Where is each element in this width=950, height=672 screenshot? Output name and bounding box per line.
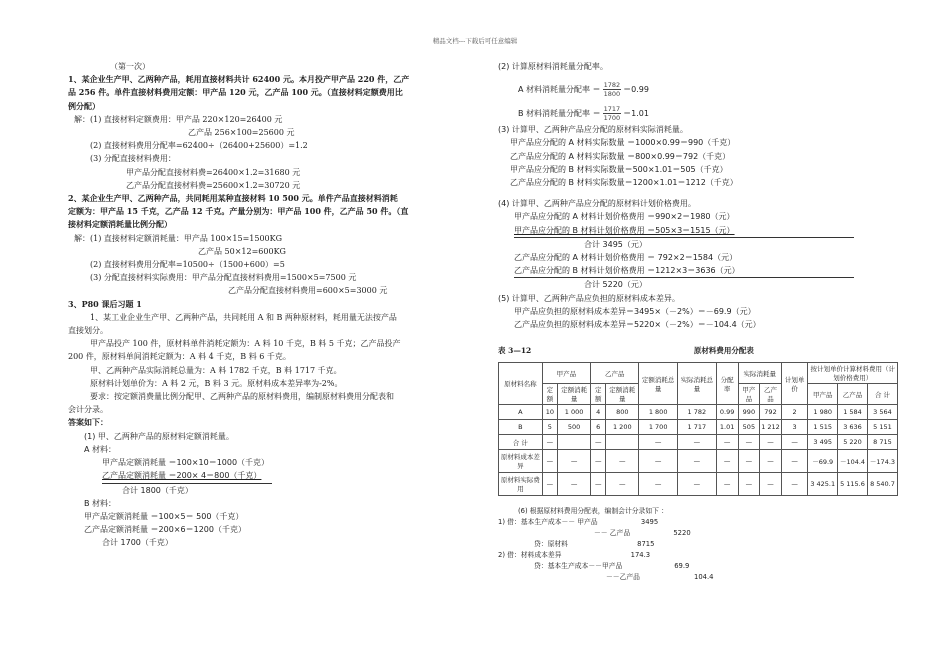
- text-line: 200 件，原材料单间消耗定额为：A 料 4 千克，B 料 6 千克。: [68, 352, 291, 362]
- table-cell: 2: [781, 405, 808, 420]
- line-text: 甲产品应分配的 A 材料计划价格费用 ＝990×2＝1980（元）: [514, 212, 735, 222]
- line-text: 甲产品应分配的 B 材料计划价格费用 ＝505×3＝1515（元）: [514, 225, 735, 235]
- table-cell: —: [738, 473, 760, 496]
- table-cell: —: [760, 435, 782, 450]
- text-line: 要求：按定额消费量比例分配甲、乙两种产品的原材料费用，编制原材料费用分配表和: [90, 392, 394, 402]
- text-line: [498, 163, 898, 176]
- text-line: [498, 264, 898, 277]
- text-line: 甲产品分配直接材料费=26400×1.2=31680 元: [126, 167, 301, 177]
- table-cell: 3 564: [867, 405, 897, 420]
- table-header-cell: 实际消耗量: [738, 363, 781, 384]
- text-line: [498, 60, 898, 73]
- text-line: 例分配）: [68, 100, 100, 111]
- table-cell: 8 715: [867, 435, 897, 450]
- table-cell: —: [639, 473, 678, 496]
- table-cell: B: [499, 420, 543, 435]
- text-line: 乙产品 256×100=25600 元: [188, 128, 295, 138]
- table-cell: —: [781, 435, 808, 450]
- text-line: [498, 210, 898, 223]
- table-cell: 5 115.6: [838, 473, 868, 496]
- line-text: 乙产品应负担的原材料成本差异＝5220×（－2%）＝－104.4（元）: [514, 320, 761, 330]
- table-header-cell: 定额消耗总量: [639, 363, 678, 405]
- text-line: 乙产品 50×12=600KG: [198, 246, 286, 256]
- table-row: [499, 405, 898, 420]
- table-subheader-cell: 甲产品: [738, 384, 760, 405]
- text-line: [498, 292, 898, 305]
- text-line: 合计 1800（千克）: [102, 483, 272, 497]
- table-cell: 5 220: [838, 435, 868, 450]
- table-header-cell: 原材料名称: [499, 363, 543, 405]
- table-cell: 5: [542, 420, 557, 435]
- table-cell: —: [738, 435, 760, 450]
- table-cell: —: [716, 435, 738, 450]
- text-line: [498, 136, 898, 149]
- table-cell: 1.01: [716, 420, 738, 435]
- text-line: 解：(1) 直接材料定额费用：甲产品 220×120=26400 元: [74, 114, 283, 124]
- table-cell: 3 495: [808, 435, 838, 450]
- table-subheader-cell: 定额: [591, 384, 606, 405]
- table-cell: 1 700: [639, 420, 678, 435]
- table-row: [499, 435, 898, 450]
- table-cell: 原材料实际费用: [499, 473, 543, 496]
- line-text: A 材料消耗量分配率 ＝: [518, 85, 601, 95]
- text-line: 甲产品定额消耗量 ＝100×10＝1000（千克）: [102, 458, 270, 468]
- table-subheader-cell: 合 计: [867, 384, 897, 405]
- text-line: 答案如下：: [68, 417, 108, 428]
- table-cell: —: [591, 435, 606, 450]
- table-cell: —: [760, 450, 782, 473]
- table-row: [499, 450, 898, 473]
- text-line: B 材料：: [84, 498, 117, 508]
- text-line: 直接划分。: [68, 326, 108, 336]
- table-cell: —: [542, 450, 557, 473]
- text-line: 甲产品定额消耗量 ＝100×5＝ 500（千克）: [84, 511, 244, 521]
- text-line: [498, 318, 898, 331]
- fraction: [603, 81, 622, 98]
- table-cell: 6: [591, 420, 606, 435]
- table-cell: —: [558, 450, 591, 473]
- line-text: 甲产品应负担的原材料成本差异＝3495×（－2%）＝－69.9（元）: [514, 306, 756, 316]
- table-cell: 0.99: [716, 405, 738, 420]
- text-line: (2) 直接材料费用分配率=10500÷（1500+600）=5: [90, 260, 285, 270]
- table-cell: 1 800: [639, 405, 678, 420]
- table-cell: —: [760, 473, 782, 496]
- table-cell: 990: [738, 405, 760, 420]
- text-line: [498, 105, 898, 123]
- table-cell: —: [558, 473, 591, 496]
- table-cell: —: [738, 450, 760, 473]
- table-subheader-cell: 定额消耗量: [606, 384, 639, 405]
- fraction-result: ＝0.99: [623, 85, 649, 95]
- table-caption: 表 3—12: [498, 346, 532, 356]
- entry-line: 2) 借：材料成本差异 174.3: [498, 551, 651, 560]
- line-text: 乙产品应分配的 A 材料实际数量 ＝800×0.99＝792（千克）: [510, 151, 731, 161]
- table-row: [499, 420, 898, 435]
- table-cell: 1 584: [838, 405, 868, 420]
- table-row: [499, 473, 898, 496]
- table-cell: 500: [558, 420, 591, 435]
- text-line: A 材料：: [84, 444, 117, 454]
- line-text: (5) 计算甲、乙两种产品应负担的原材料成本差异。: [498, 293, 680, 303]
- text-line: 乙产品分配直接材料费用=600×5=3000 元: [228, 286, 388, 296]
- table-cell: —: [591, 473, 606, 496]
- table-cell: 505: [738, 420, 760, 435]
- table-cell: 1 782: [678, 405, 717, 420]
- table-cell: 1 200: [606, 420, 639, 435]
- table-cell: —: [606, 473, 639, 496]
- table-cell: —: [639, 450, 678, 473]
- fraction-result: ＝1.01: [623, 109, 649, 119]
- table-cell: －174.3: [867, 450, 897, 473]
- table-header-cell: 计划单价: [781, 363, 808, 405]
- text-line: (1) 甲、乙两种产品的原材料定额消耗量。: [84, 431, 234, 441]
- table-subheader-cell: 定额: [542, 384, 557, 405]
- text-line: [498, 123, 898, 136]
- text-line: 甲产品投产 100 件，原材料单件消耗定额为：A 料 10 千克，B 料 5 千克；乙产品投产: [90, 339, 401, 349]
- fraction-numerator: 1717: [603, 105, 621, 114]
- text-line: [498, 224, 898, 237]
- text-line: 3、P80 课后习题 1: [68, 298, 142, 309]
- line-text: 乙产品应分配的 B 材料计划价格费用 ＝1212×3＝3636（元）: [514, 266, 740, 276]
- page-header: 精品文档---下载后可任意编辑: [432, 37, 518, 45]
- text-line: (2) 直接材料费用分配率=62400÷（26400+25600）=1.2: [90, 141, 308, 151]
- table-cell: 原材料成本差异: [499, 450, 543, 473]
- entry-line: －－乙产品 104.4: [606, 573, 714, 582]
- table-cell: —: [678, 450, 717, 473]
- text-line: 乙产品定额消耗量 ＝200× 4＝800（千克）: [102, 471, 262, 481]
- text-line: [498, 197, 898, 210]
- table-subheader-cell: 乙产品: [760, 384, 782, 405]
- text-line: 2、某企业生产甲、乙两种产品，共同耗用某种直接材料 10 500 元。单件产品直接材料消耗: [68, 193, 398, 204]
- table-header-cell: 分配率: [716, 363, 738, 405]
- table-cell: 1 515: [808, 420, 838, 435]
- line-text: (3) 计算甲、乙两种产品应分配的原材料实际消耗量。: [498, 125, 688, 135]
- table-cell: 1 980: [808, 405, 838, 420]
- text-line: (3) 分配直接材料实际费用：甲产品分配直接材料费用=1500×5=7500 元: [90, 273, 357, 283]
- entry-line: －－ 乙产品 5220: [594, 529, 691, 538]
- text-line: 定额为：甲产品 15 千克，乙产品 12 千克。产量分别为：甲产品 100 件，乙产品 50 件。（直: [68, 206, 409, 217]
- table-cell: A: [499, 405, 543, 420]
- entry-line: (6) 根据原材料费用分配表，编制会计分录如下 ：: [518, 507, 668, 516]
- right-text: [498, 60, 898, 331]
- table-header-cell: 按计划单价计算材料费用（计划价格费用）: [808, 363, 898, 384]
- table-cell: 1 000: [558, 405, 591, 420]
- material-cost-table: [498, 362, 898, 496]
- table-cell: —: [542, 473, 557, 496]
- table-header-row: [499, 363, 898, 384]
- line-text: B 材料消耗量分配率 ＝: [518, 109, 601, 119]
- line-text: 乙产品应分配的 A 材料计划价格费用 ＝ 792×2＝1584（元）: [514, 253, 738, 263]
- text-line: 乙产品分配直接材料费=25600×1.2=30720 元: [126, 180, 301, 190]
- text-line: [514, 237, 854, 251]
- table-cell: 3 636: [838, 420, 868, 435]
- table-cell: －104.4: [838, 450, 868, 473]
- table-cell: —: [716, 450, 738, 473]
- line-text: 合计 5220（元）: [584, 280, 647, 290]
- entry-line: 贷：基本生产成本－－甲产品 69.9: [534, 562, 690, 571]
- right-column: [498, 60, 898, 583]
- line-text: (4) 计算甲、乙两种产品应分配的原材料计划价格费用。: [498, 199, 696, 209]
- table-header-cell: 实际消耗总量: [678, 363, 717, 405]
- line-text: (2) 计算原材料消耗量分配率。: [498, 62, 608, 71]
- text-line: （第一次）: [110, 62, 150, 71]
- text-line: 1、某企业生产甲、乙两种产品，耗用直接材料共计 62400 元。本月投产甲产品 220 件，乙产: [68, 74, 410, 85]
- text-line: 乙产品定额消耗量 ＝200×6＝1200（千克）: [84, 525, 246, 535]
- text-line: [498, 189, 898, 197]
- table-cell: 8 540.7: [867, 473, 897, 496]
- table-cell: —: [678, 435, 717, 450]
- table-cell: —: [639, 435, 678, 450]
- line-text: 甲产品应分配的 B 材料实际数量＝500×1.01＝505（千克）: [510, 164, 728, 174]
- text-line: 原材料计划单价为：A 料 2 元，B 料 3 元。原材料成本差异率为-2%。: [90, 378, 343, 388]
- table-cell: 792: [760, 405, 782, 420]
- table-subheader-cell: 定额消耗量: [558, 384, 591, 405]
- table-cell: 合 计: [499, 435, 543, 450]
- line-text: 甲产品应分配的 A 材料实际数量 ＝1000×0.99＝990（千克）: [510, 138, 736, 148]
- fraction-denominator: 1800: [603, 90, 621, 99]
- table-cell: 5 151: [867, 420, 897, 435]
- journal-entries: [498, 506, 898, 583]
- fraction-denominator: 1700: [603, 114, 621, 123]
- entry-line: 贷：原材料 8715: [534, 540, 655, 549]
- table-cell: —: [606, 450, 639, 473]
- table-subheader-cell: 甲产品: [808, 384, 838, 405]
- table-header-cell: 甲产品: [542, 363, 590, 384]
- table-cell: —: [781, 473, 808, 496]
- text-line: 品 256 件。单件直接材料费用定额：甲产品 120 元，乙产品 100 元。（直接材料定额费用比: [68, 87, 403, 98]
- table-cell: [606, 435, 639, 450]
- table-cell: [558, 435, 591, 450]
- table-cell: 3 425.1: [808, 473, 838, 496]
- text-line: 会计分录。: [68, 405, 108, 415]
- table-cell: —: [542, 435, 557, 450]
- text-line: (3) 分配直接材料费用：: [90, 154, 176, 164]
- text-line: 甲、乙两种产品实际消耗总量为：A 料 1782 千克，B 料 1717 千克。: [90, 365, 342, 375]
- text-line: 接材料定额消耗量比例分配）: [68, 219, 172, 230]
- text-line: [498, 176, 898, 189]
- text-line: [498, 305, 898, 318]
- table-cell: 1 717: [678, 420, 717, 435]
- fraction: [603, 105, 622, 122]
- table-header-cell: 乙产品: [591, 363, 639, 384]
- table-cell: 1 212: [760, 420, 782, 435]
- text-line: [514, 277, 854, 291]
- text-line: [498, 150, 898, 163]
- table-cell: 10: [542, 405, 557, 420]
- line-text: 合计 3495（元）: [584, 239, 647, 249]
- table-cell: －69.9: [808, 450, 838, 473]
- text-line: 1、某工业企业生产甲、乙两种产品，共同耗用 A 和 B 两种原材料，耗用量无法按产品: [90, 312, 397, 322]
- table-cell: —: [716, 473, 738, 496]
- line-text: 乙产品应分配的 B 材料实际数量＝1200×1.01＝1212（千克）: [510, 178, 738, 188]
- text-line: 合计 1700（千克）: [102, 538, 173, 548]
- entry-line: 1) 借：基本生产成本－－ 甲产品 3495: [498, 518, 659, 527]
- text-line: [498, 81, 898, 99]
- table-cell: —: [591, 450, 606, 473]
- text-line: [498, 251, 898, 264]
- table-cell: 3: [781, 420, 808, 435]
- text-line: 解：(1) 直接材料定额消耗量：甲产品 100×15=1500KG: [74, 233, 282, 243]
- table-caption-row: [498, 345, 898, 356]
- table-cell: —: [678, 473, 717, 496]
- table-title: 原材料费用分配表: [693, 346, 754, 356]
- table-cell: 800: [606, 405, 639, 420]
- table-cell: —: [781, 450, 808, 473]
- table-subheader-cell: 乙产品: [838, 384, 868, 405]
- fraction-numerator: 1782: [603, 81, 621, 90]
- table-cell: 4: [591, 405, 606, 420]
- left-column: [68, 60, 468, 550]
